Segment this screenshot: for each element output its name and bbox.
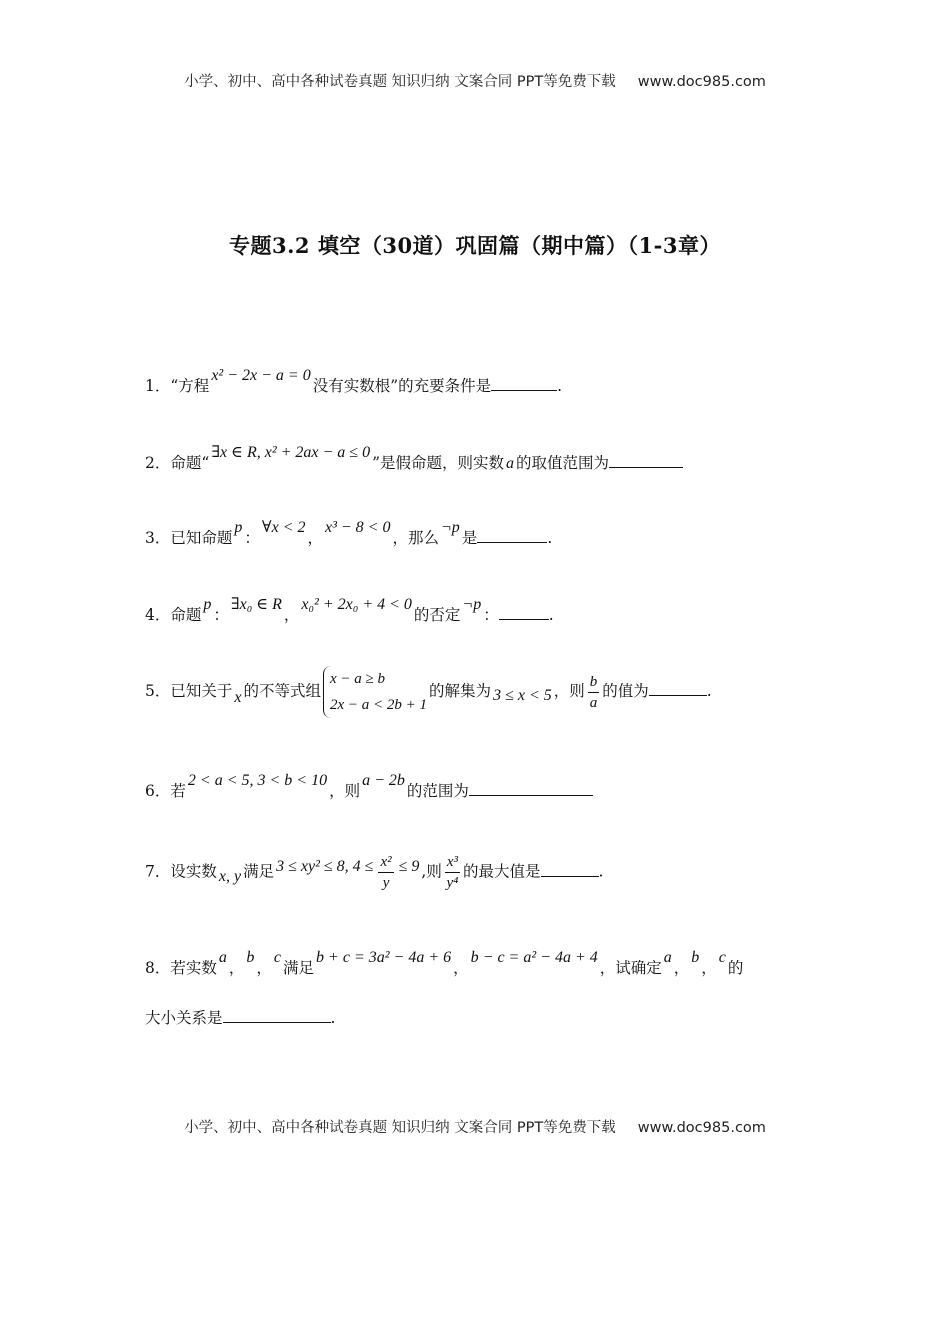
q6-expression: a − 2b xyxy=(362,772,405,789)
q3-forall: ∀x < 2 xyxy=(261,519,306,536)
q3-number: 3． xyxy=(145,529,171,547)
question-2 xyxy=(145,444,825,473)
footer-site: www.doc985.com xyxy=(637,1120,766,1136)
q7-frac1-den: y xyxy=(382,875,390,891)
q3-text-e: 是 xyxy=(461,529,478,547)
q8-var-b-2: b xyxy=(691,949,700,966)
q7-text-c: ,则 xyxy=(421,862,442,881)
q7-condition: 3 ≤ xy² ≤ 8, 4 ≤ xyxy=(276,857,374,875)
question-6 xyxy=(145,772,825,801)
q8-text-d: 的 xyxy=(727,959,744,977)
q6-answer-blank[interactable] xyxy=(469,781,593,796)
q5-text-c: 的解集为 xyxy=(429,682,492,700)
q1-text-b: 没有实数根”的充要条件是 xyxy=(312,377,492,395)
q5-frac-num: b xyxy=(588,672,600,693)
q5-system-line-1: x − a ≥ b xyxy=(330,671,386,687)
question-5 xyxy=(145,666,825,718)
header-site: www.doc985.com xyxy=(637,74,766,90)
q5-inequality-system xyxy=(323,666,427,718)
q5-solution-set: 3 ≤ x < 5 xyxy=(493,687,552,704)
q4-answer-blank[interactable] xyxy=(499,605,549,620)
q2-proposition: ∃x ∈ R, x² + 2ax − a ≤ 0 xyxy=(211,444,371,461)
q7-frac2-den: y⁴ xyxy=(446,875,459,891)
q8-var-a-2: a xyxy=(663,949,672,966)
q7-fraction-2 xyxy=(445,852,460,893)
question-7 xyxy=(145,852,825,893)
q8-var-a: a xyxy=(218,949,227,966)
q3-not-p: ¬p xyxy=(441,519,460,536)
q4-inequality: x₀² + 2x₀ + 4 < 0 xyxy=(301,596,412,613)
q4-colon: ： xyxy=(213,606,229,624)
question-1 xyxy=(145,367,825,396)
q2-var-a: a xyxy=(506,455,515,472)
q4-p: p xyxy=(203,596,212,613)
q2-answer-blank[interactable] xyxy=(609,453,683,468)
q3-answer-blank[interactable] xyxy=(477,528,547,543)
header-text: 小学、初中、高中各种试卷真题 知识归纳 文案合同 PPT等免费下载 xyxy=(184,74,616,90)
q8-var-c: c xyxy=(273,949,282,966)
page-footer xyxy=(0,1116,950,1137)
q7-upper-bound: ≤ 9 xyxy=(398,857,420,875)
q6-text-a: 若 xyxy=(170,782,186,800)
q5-end: . xyxy=(706,682,712,700)
q2-text-b: ”是假命题，则实数 xyxy=(372,454,505,472)
q3-p: p xyxy=(234,519,243,536)
q8-sep-3: ， xyxy=(453,959,469,977)
q7-text-b: 满足 xyxy=(243,862,275,881)
q8-var-b: b xyxy=(246,949,255,966)
q8-sep-1: ， xyxy=(228,959,245,977)
q3-comma: ， xyxy=(307,529,323,547)
q5-text-b: 的不等式组 xyxy=(243,682,322,700)
q5-system-line-2: 2x − a < 2b + 1 xyxy=(330,697,428,713)
q8-sep-5: ， xyxy=(701,959,717,977)
q4-not-p: ¬p xyxy=(462,596,482,613)
q8-end: . xyxy=(330,1009,336,1027)
question-8 xyxy=(145,949,825,978)
footer-text: 小学、初中、高中各种试卷真题 知识归纳 文案合同 PPT等免费下载 xyxy=(184,1120,616,1136)
q4-number: 4． xyxy=(145,606,171,624)
q6-ranges: 2 < a < 5, 3 < b < 10 xyxy=(187,772,328,789)
q5-frac-den: a xyxy=(589,694,598,711)
q8-text-c: ，试确定 xyxy=(599,959,662,977)
q8-line2-text: 大小关系是 xyxy=(145,1009,223,1027)
q7-frac2-num: x³ xyxy=(445,852,460,873)
question-8-line-2 xyxy=(145,1006,825,1028)
q7-frac1-num: x² xyxy=(378,852,393,873)
q7-end: . xyxy=(598,862,604,881)
q7-text-d: 的最大值是 xyxy=(462,862,541,881)
q4-text-a: 命题 xyxy=(170,606,202,624)
q2-text-c: 的取值范围为 xyxy=(516,454,610,472)
q8-sep-4: ， xyxy=(673,959,690,977)
q5-text-e: 的值为 xyxy=(602,682,649,700)
q7-vars: x, y xyxy=(218,867,242,885)
q5-answer-blank[interactable] xyxy=(649,681,707,696)
q1-end: . xyxy=(557,377,563,395)
q2-number: 2． xyxy=(145,454,171,472)
q5-number: 5． xyxy=(145,682,171,700)
q8-text-b: 满足 xyxy=(283,959,315,977)
q7-answer-blank[interactable] xyxy=(541,862,599,877)
q3-text-a: 已知命题 xyxy=(170,529,233,547)
q4-text-d: 的否定 xyxy=(413,606,461,624)
q4-exists: ∃x₀ ∈ R xyxy=(230,596,282,613)
q8-equation-1: b + c = 3a² − 4a + 6 xyxy=(316,949,452,966)
question-3 xyxy=(145,519,825,548)
q3-text-d: ，那么 xyxy=(392,529,439,547)
page-title: 专题3.2 填空（30道）巩固篇（期中篇）（1-3章） xyxy=(228,233,721,258)
q6-text-b: ，则 xyxy=(329,782,361,800)
q4-colon-2: ： xyxy=(483,606,499,624)
q8-answer-blank[interactable] xyxy=(223,1008,331,1023)
q6-number: 6． xyxy=(145,782,171,800)
q5-var-x: x xyxy=(234,689,242,706)
q7-number: 7． xyxy=(145,862,171,881)
q5-text-d: ，则 xyxy=(553,682,585,700)
q7-text-a: 设实数 xyxy=(170,862,217,881)
q1-answer-blank[interactable] xyxy=(491,376,557,391)
q1-number: 1． xyxy=(145,377,171,395)
q3-end: . xyxy=(547,529,553,547)
q3-colon: ： xyxy=(244,529,260,547)
page-header xyxy=(0,70,950,91)
q8-var-c-2: c xyxy=(718,949,726,966)
q4-comma: ， xyxy=(283,606,300,624)
q5-fraction xyxy=(588,672,600,713)
q8-number: 8． xyxy=(145,959,171,977)
question-4 xyxy=(145,596,825,625)
q2-text-a: 命题“ xyxy=(170,454,210,472)
q1-equation: x² − 2x − a = 0 xyxy=(211,367,311,384)
q8-sep-2: ， xyxy=(256,959,272,977)
q3-cubic: x³ − 8 < 0 xyxy=(324,519,391,536)
q5-text-a: 已知关于 xyxy=(170,682,233,700)
q8-text-a: 若实数 xyxy=(170,959,217,977)
q7-fraction-1 xyxy=(378,852,393,893)
q4-end: . xyxy=(548,606,554,624)
q6-text-c: 的范围为 xyxy=(406,782,469,800)
q8-equation-2: b − c = a² − 4a + 4 xyxy=(470,949,598,966)
q1-text-a: “方程 xyxy=(170,377,210,395)
